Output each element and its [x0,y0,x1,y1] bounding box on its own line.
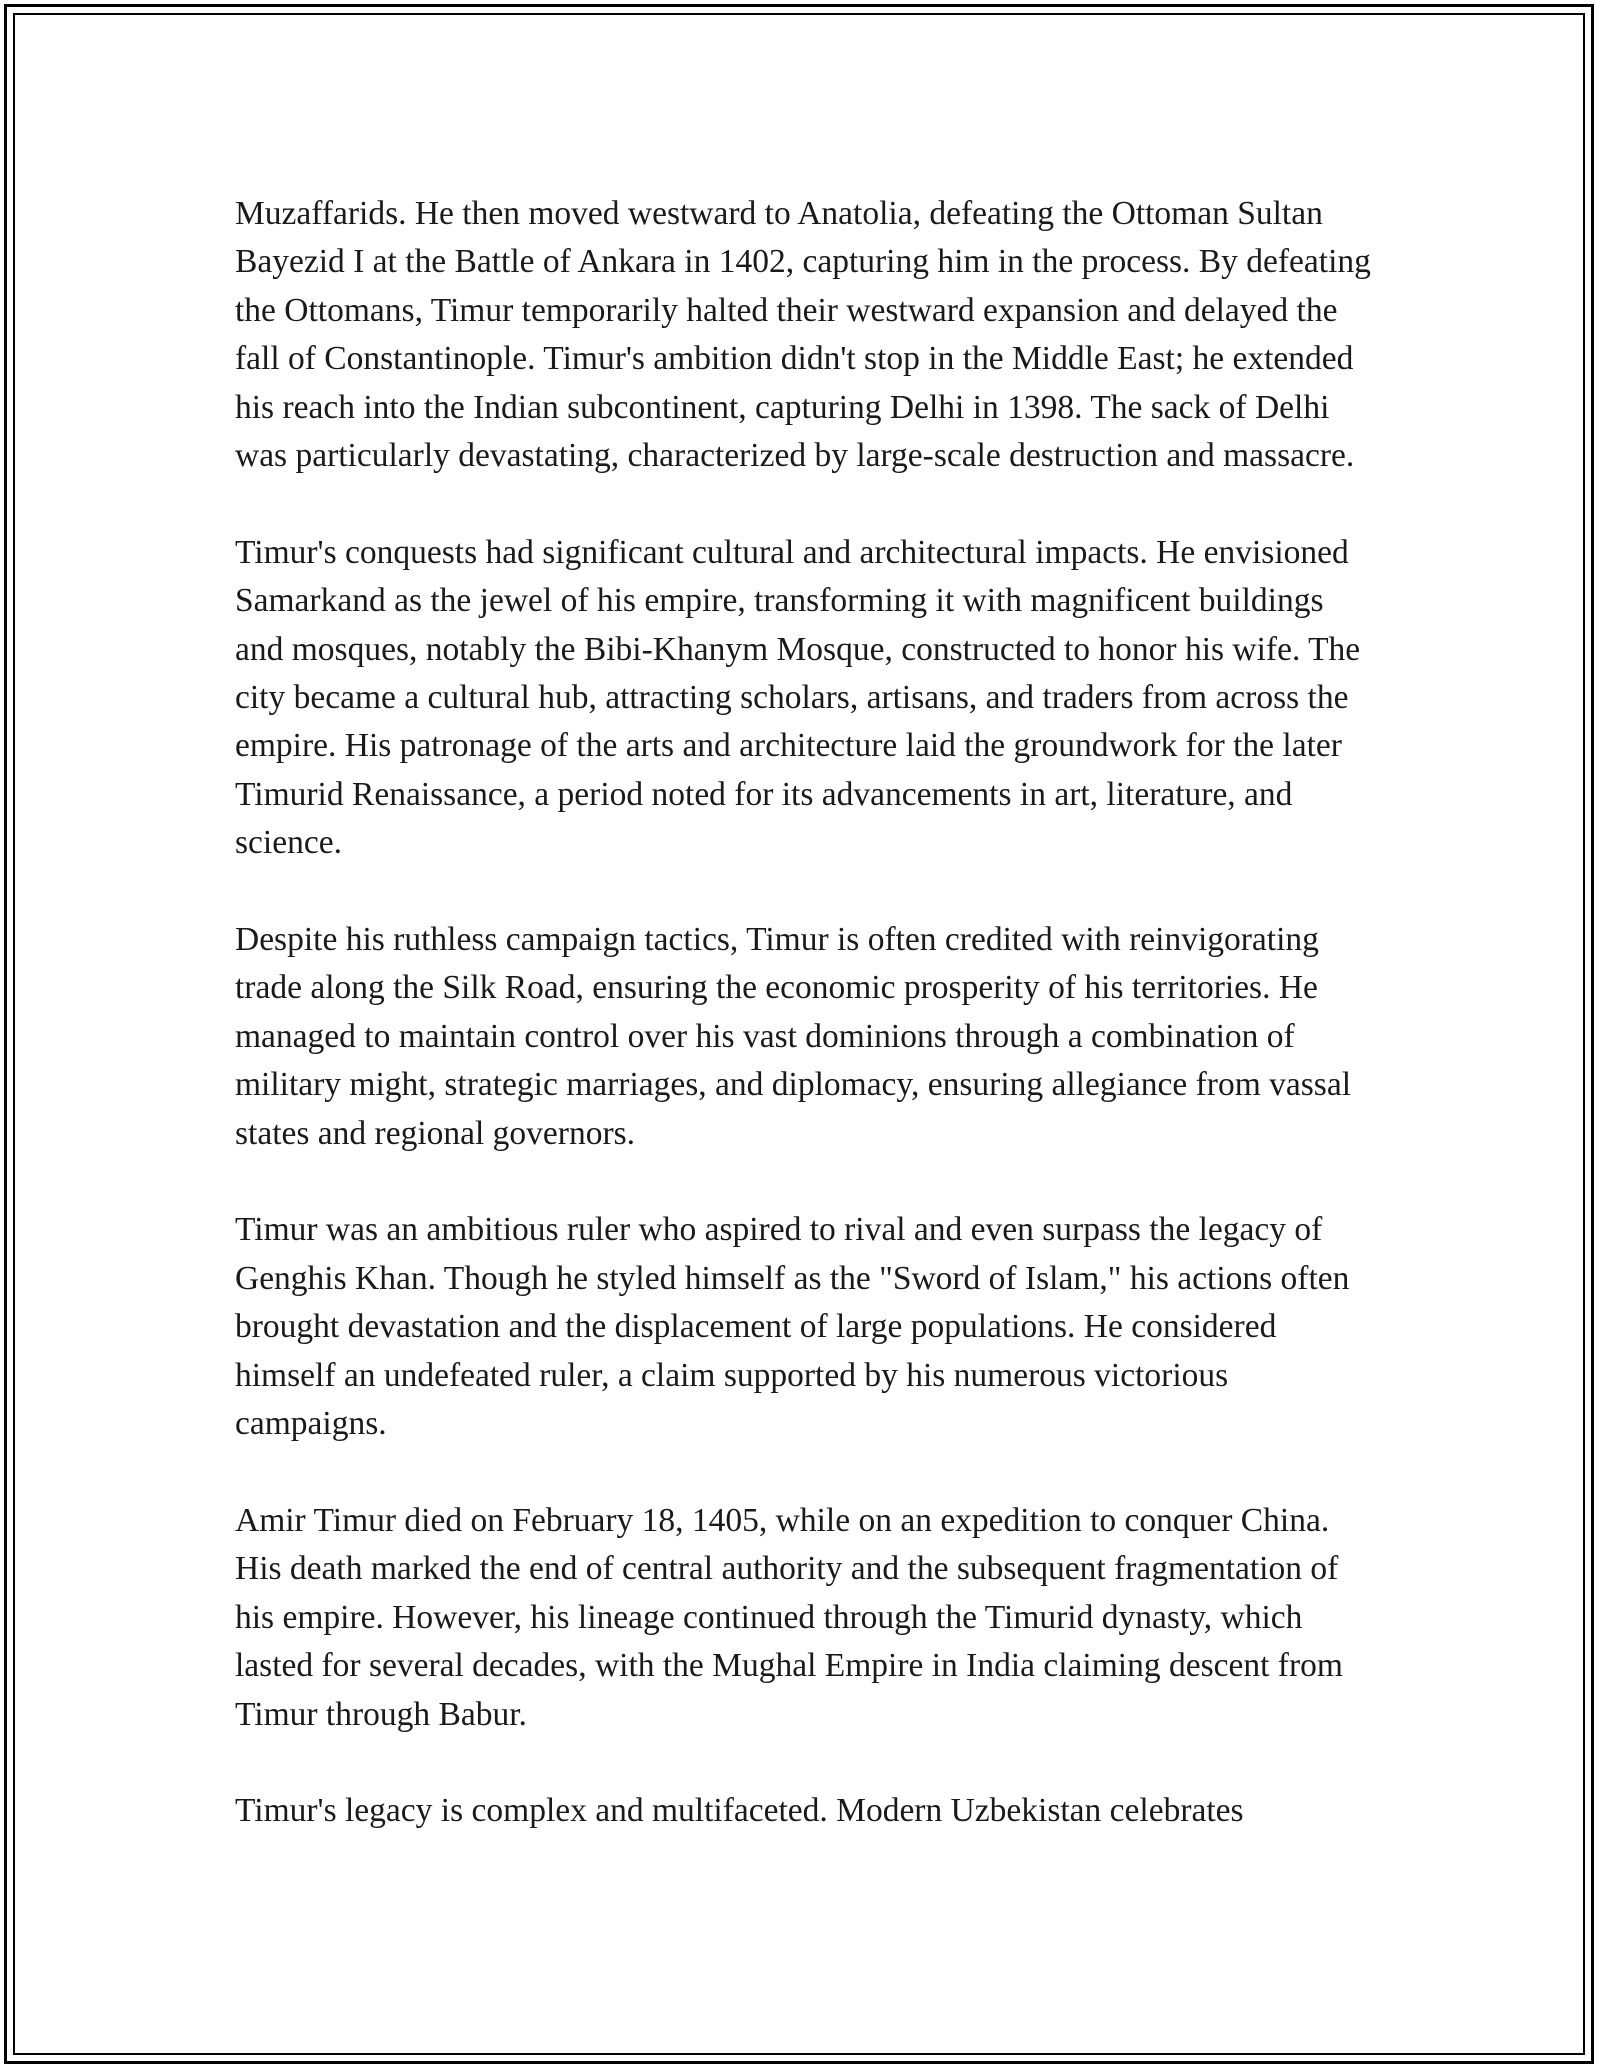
paragraph-2: Timur's conquests had significant cultural and architectural impacts. He envisioned Samarkand as the jewel of his empire, transforming it with magnificent buildings and mosques, notably the Bibi-Khanym Mosque, constructed to honor his wife. The city became a cultural hub, attracting scholars, artisans, and traders from across the empire. His patronage of the arts and architecture laid the groundwork for the later Timurid Renaissance, a period noted for its advancements in art, literature, and science. [235,533,1361,862]
paragraph-6: Timur's legacy is complex and multifaceted. Modern Uzbekistan celebrates [235,1792,1244,1830]
paragraph-3: Despite his ruthless campaign tactics, Timur is often credited with reinvigorating trade along the Silk Road, ensuring the economic prosperity of his territories. He managed to maintain control over his vast dominions through a combination of military might, strategic marriages, and diplomacy, ensuring allegiance from vassal states and regional governors. [235,921,1352,1152]
document-body [235,190,1375,1836]
paragraph-1: Muzaffarids. He then moved westward to Anatolia, defeating the Ottoman Sultan Bayezid I at the Battle of Ankara in 1402, capturing him in the process. By defeating the Ottomans, Timur temporarily halted their westward expansion and delayed the fall of Constantinople. Timur's ambition didn't stop in the Middle East; he extended his reach into the Indian subcontinent, capturing Delhi in 1398. The sack of Delhi was particularly devastating, characterized by large-scale destruction and massacre. [235,195,1371,475]
paragraph-4: Timur was an ambitious ruler who aspired to rival and even surpass the legacy of Genghis Khan. Though he styled himself as the "Sword of Islam," his actions often brought devastation and the displacement of large populations. He considered himself an undefeated ruler, a claim supported by his numerous victorious campaigns. [235,1211,1350,1443]
paragraph-5: Amir Timur died on February 18, 1405, while on an expedition to conquer China. His death marked the end of central authority and the subsequent fragmentation of his empire. However, his lineage continued through the Timurid dynasty, which lasted for several decades, with the Mughal Empire in India claiming descent from Timur through Babur. [235,1501,1343,1733]
